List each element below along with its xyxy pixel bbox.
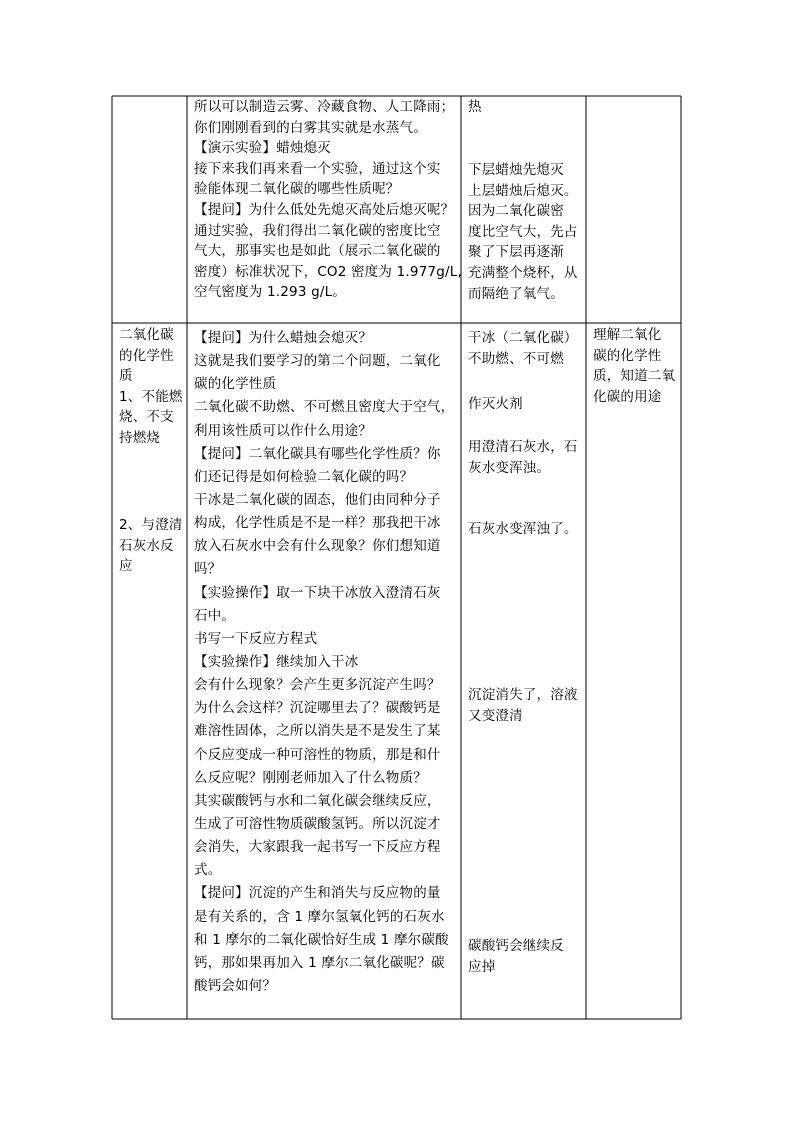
text-line: 会消失，大家跟我一起书写一下反应方程 bbox=[194, 839, 441, 856]
text-line: 利用该性质可以作什么用途？ bbox=[194, 422, 373, 439]
row2-topic-cell-2 bbox=[119, 515, 183, 577]
text-line: 碳的化学性 bbox=[593, 347, 662, 364]
text-line: 石灰水变浑浊了。 bbox=[468, 521, 578, 537]
text-line: 【演示实验】蜡烛熄灭 bbox=[194, 140, 331, 157]
text-line: 化碳的用途 bbox=[593, 388, 662, 405]
row2-goal-cell bbox=[593, 325, 675, 407]
text-line: 石中。 bbox=[194, 607, 236, 624]
text-line: 热 bbox=[468, 99, 482, 115]
text-line: 沉淀消失了，溶液 bbox=[468, 687, 578, 703]
text-line: 理解二氧化 bbox=[593, 327, 662, 343]
text-line: 钙，那如果再加入 1 摩尔二氧化碳呢？碳 bbox=[194, 954, 445, 971]
row1-student-cell bbox=[468, 160, 578, 304]
text-line: 为什么会这样？沉淀哪里去了？碳酸钙是 bbox=[194, 700, 441, 717]
text-line: 不助燃、不可燃 bbox=[468, 350, 564, 367]
text-line: 其实碳酸钙与水和二氧化碳会继续反应， bbox=[194, 792, 441, 809]
text-line: 式。 bbox=[194, 862, 222, 879]
text-line: 【实验操作】继续加入干冰 bbox=[194, 653, 359, 670]
text-line: 烧、不支 bbox=[119, 409, 174, 426]
text-line: 因为二氧化碳密 bbox=[468, 203, 564, 220]
text-line: 难溶性固体，之所以消失是不是发生了某 bbox=[194, 723, 441, 740]
text-line: 充满整个烧杯，从 bbox=[468, 264, 578, 281]
text-line: 【提问】为什么低处先熄灭高处后熄灭呢？ bbox=[194, 201, 455, 218]
text-line: 二氧化碳不助燃、不可燃且密度大于空气， bbox=[194, 399, 455, 416]
text-line: 聚了下层再逐渐 bbox=[468, 244, 564, 261]
row2-student-cell-d bbox=[468, 519, 578, 540]
text-line: 空气密度为 1.293 g/L。 bbox=[194, 284, 347, 301]
text-line: 干冰（二氧化碳） bbox=[468, 330, 578, 346]
text-line: 气大，那事实也是如此（展示二氧化碳的 bbox=[194, 243, 441, 260]
text-line: 度比空气大，先占 bbox=[468, 223, 578, 240]
text-line: 用澄清石灰水，石 bbox=[468, 439, 578, 455]
row1-student-top-cell bbox=[468, 97, 482, 118]
text-line: 通过实验，我们得出二氧化碳的密度比空 bbox=[194, 222, 441, 239]
text-line: 应 bbox=[119, 558, 133, 575]
text-line: 【提问】二氧化碳具有哪些化学性质？你 bbox=[194, 445, 441, 462]
text-line: 质 bbox=[119, 368, 133, 385]
text-line: 生成了可溶性物质碳酸氢钙。所以沉淀才 bbox=[194, 815, 441, 832]
text-line: 和 1 摩尔的二氧化碳恰好生成 1 摩尔碳酸 bbox=[194, 931, 449, 948]
text-line: 上层蜡烛后熄灭。 bbox=[468, 182, 578, 199]
text-line: 放入石灰水中会有什么现象？你们想知道 bbox=[194, 538, 441, 555]
text-line: 构成，化学性质是不是一样？那我把干冰 bbox=[194, 515, 441, 532]
text-line: 密度）标准状况下，CO2 密度为 1.977g/L, bbox=[194, 263, 463, 280]
row2-student-cell-b bbox=[468, 394, 523, 415]
text-line: 吗？ bbox=[194, 561, 222, 578]
row2-topic-cell bbox=[119, 325, 183, 449]
text-line: 会有什么现象？会产生更多沉淀产生吗？ bbox=[194, 677, 441, 694]
text-line: 碳的化学性质 bbox=[194, 376, 277, 393]
row2-teacher-cell bbox=[194, 327, 454, 998]
text-line: 而隔绝了氧气。 bbox=[468, 285, 564, 302]
text-line: 下层蜡烛先熄灭 bbox=[468, 162, 564, 178]
text-line: 书写一下反应方程式 bbox=[194, 630, 318, 647]
text-line: 干冰是二氧化碳的固态，他们由同种分子 bbox=[194, 491, 441, 508]
row1-teacher-cell bbox=[194, 97, 462, 303]
text-line: 们还记得是如何检验二氧化碳的吗？ bbox=[194, 468, 414, 485]
text-line: 2、与澄清 bbox=[119, 517, 183, 533]
row2-student-cell-f bbox=[468, 936, 564, 977]
text-line: 所以可以制造云雾、冷藏食物、人工降雨； bbox=[194, 99, 455, 115]
text-line: 持燃烧 bbox=[119, 429, 161, 446]
text-line: 你们刚刚看到的白雾其实就是水蒸气。 bbox=[194, 119, 427, 136]
text-line: 个反应变成一种可溶性的物质，那是和什 bbox=[194, 746, 441, 763]
text-line: 碳酸钙会继续反 bbox=[468, 938, 564, 954]
text-line: 作灭火剂 bbox=[468, 396, 523, 412]
text-line: 灰水变浑浊。 bbox=[468, 459, 551, 476]
text-line: 酸钙会如何？ bbox=[194, 977, 277, 994]
row2-student-cell-e bbox=[468, 685, 578, 726]
text-line: 接下来我们再来看一个实验，通过这个实 bbox=[194, 160, 441, 177]
text-line: 这就是我们要学习的第二个问题，二氧化 bbox=[194, 353, 441, 370]
row2-student-cell-a bbox=[468, 328, 578, 369]
text-line: 验能体现二氧化碳的哪些性质呢？ bbox=[194, 181, 400, 198]
text-line: 又变澄清 bbox=[468, 707, 523, 724]
row2-student-cell-c bbox=[468, 437, 578, 478]
text-line: 石灰水反 bbox=[119, 537, 174, 554]
text-line: 【提问】沉淀的产生和消失与反应物的量 bbox=[194, 885, 441, 902]
text-line: 【实验操作】取一下块干冰放入澄清石灰 bbox=[194, 584, 441, 601]
text-line: 二氧化碳 bbox=[119, 327, 174, 343]
text-line: 1、不能燃 bbox=[119, 388, 183, 405]
text-line: 应掉 bbox=[468, 958, 496, 975]
text-line: 【提问】为什么蜡烛会熄灭？ bbox=[194, 330, 373, 346]
text-line: 么反应呢？刚刚老师加入了什么物质？ bbox=[194, 769, 427, 786]
text-line: 质，知道二氧 bbox=[593, 368, 676, 385]
text-line: 的化学性 bbox=[119, 347, 174, 364]
text-line: 是有关系的，含 1 摩尔氢氧化钙的石灰水 bbox=[194, 908, 445, 925]
